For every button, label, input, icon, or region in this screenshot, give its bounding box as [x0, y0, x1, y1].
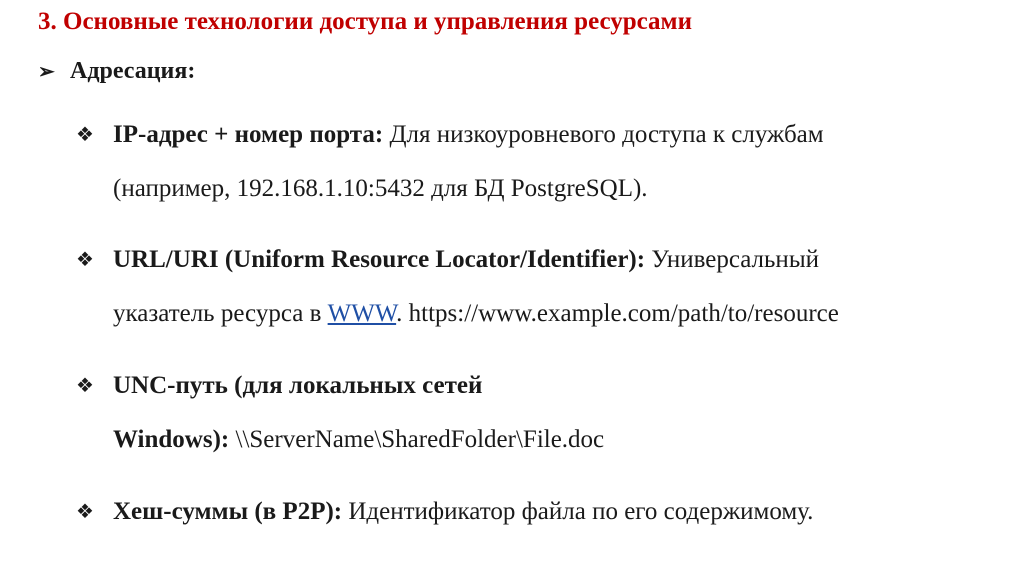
arrow-bullet-icon: ➢: [38, 61, 55, 83]
item-label: UNC-путь (для локальных сетей: [113, 372, 483, 399]
section-label: Адресация:: [70, 58, 196, 84]
four-diamond-bullet-icon: ❖: [76, 249, 94, 271]
item-description: Идентификатор файла по его содержимому.: [342, 498, 814, 525]
list-item-unc-path: [76, 359, 996, 467]
four-diamond-bullet-icon: ❖: [76, 124, 94, 146]
item-description-suffix: . https://www.example.com/path/to/resource: [396, 300, 839, 327]
section-heading: [38, 58, 195, 85]
item-description: Универсальный: [645, 246, 819, 273]
item-description-cont: (например, 192.168.1.10:5432 для БД PostgreSQL).: [113, 175, 648, 202]
item-label: Хеш-суммы (в P2P):: [113, 498, 343, 525]
item-label: IP-адрес + номер порта:: [113, 121, 384, 148]
four-diamond-bullet-icon: ❖: [76, 501, 94, 523]
list-item-hash-sums: [76, 485, 996, 539]
item-description: \\ServerName\SharedFolder\File.doc: [229, 426, 605, 453]
item-label-cont: Windows):: [113, 426, 230, 453]
item-description: Для низкоуровневого доступа к службам: [383, 121, 824, 148]
list-item-url-uri: [76, 233, 996, 341]
slide-title: 3. Основные технологии доступа и управления ресурсами: [38, 8, 692, 35]
www-link[interactable]: WWW: [327, 300, 397, 327]
list-item-ip-port: [76, 108, 996, 216]
item-description-prefix: указатель ресурса в: [113, 300, 328, 327]
item-label: URL/URI (Uniform Resource Locator/Identifier):: [113, 246, 646, 273]
four-diamond-bullet-icon: ❖: [76, 375, 94, 397]
